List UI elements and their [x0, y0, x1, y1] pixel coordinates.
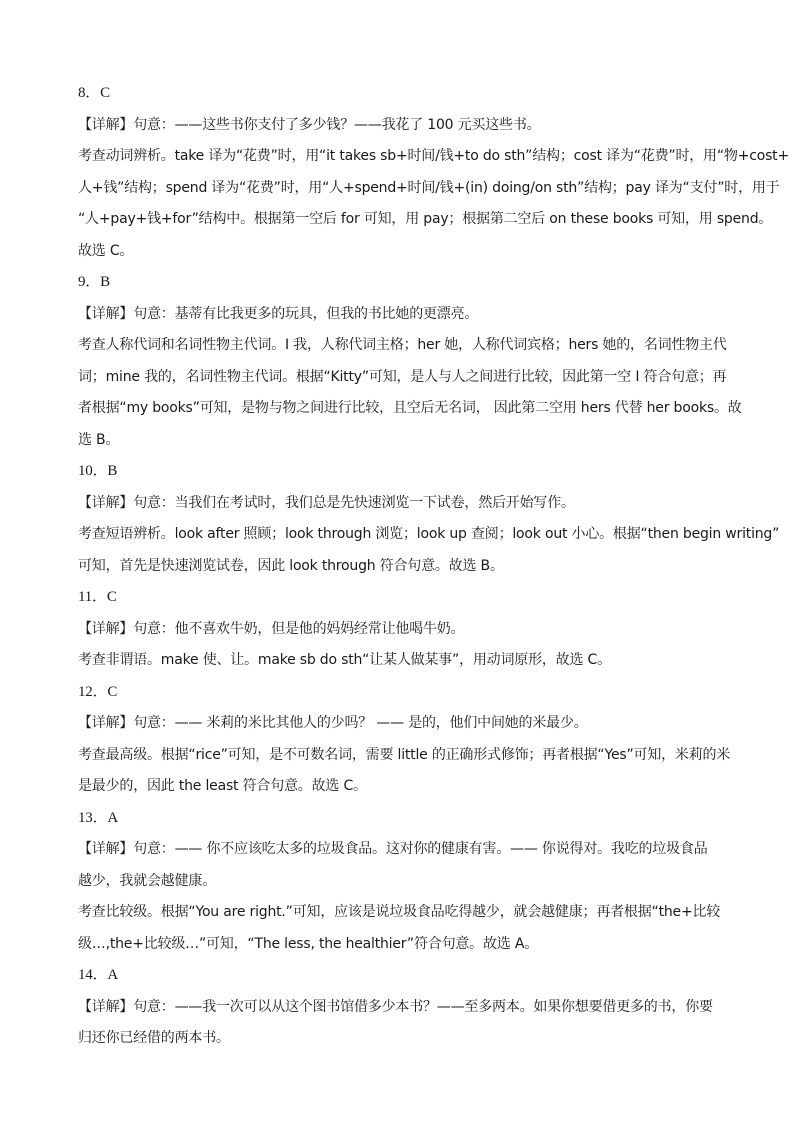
answer-item	[78, 456, 780, 582]
explanation-line: 人+钱”结构；spend 译为“花费”时，用“人+spend+时间/钱+(in) doing/on sth”结构；pay 译为“支付”时，用于	[78, 179, 780, 196]
explanation-line: 考查最高级。根据“rice”可知，是不可数名词，需要 little 的正确形式修饰；再者根据“Yes”可知，米莉的米	[78, 746, 731, 763]
explanation-translation: 【详解】句意：—— 米莉的米比其他人的少吗？ —— 是的，他们中间她的米最少。	[78, 715, 588, 731]
question-number: 13．A	[78, 809, 119, 826]
explanation-line: 考查比较级。根据“You are right.”可知，应该是说垃圾食品吃得越少，就会越健康；再者根据“the+比较	[78, 904, 721, 920]
answer-item	[78, 78, 789, 267]
explanation-line: 者根据“my books”可知，是物与物之间进行比较，且空后无名词， 因此第二空用 hers 代替 her books。故	[78, 400, 742, 416]
answer-item	[78, 582, 718, 677]
question-number: 9．B	[78, 274, 110, 290]
explanation-line: 归还你已经借的两本书。	[78, 1030, 230, 1046]
explanation-translation: 【详解】句意：他不喜欢牛奶，但是他的妈妈经常让他喝牛奶。	[78, 620, 465, 637]
question-number: 10．B	[78, 463, 118, 479]
explanation-translation: 【详解】句意：当我们在考试时，我们总是先快速浏览一下试卷，然后开始写作。	[78, 494, 575, 511]
explanation-translation: 【详解】句意：—— 你不应该吃太多的垃圾食品。这对你的健康有害。—— 你说得对。我吃的垃圾食品	[78, 841, 708, 857]
explanation-line: 考查动词辨析。take 译为“花费”时，用“it takes sb+时间/钱+to do sth”结构；cost 译为“花费”时，用“物+cost+	[78, 148, 789, 164]
explanation-line: 考查非谓语。make 使、让。make sb do sth“让某人做某事”，用动词原形，故选 C。	[78, 652, 611, 668]
explanation-translation: 【详解】句意：——这些书你支付了多少钱？——我花了 100 元买这些书。	[78, 116, 541, 133]
explanation-line: 考查短语辨析。look after 照顾；look through 浏览；look up 查阅；look out 小心。根据“then begin writing”	[78, 526, 780, 542]
explanation-line: 词；mine 我的，名词性物主代词。根据“Kitty”可知，是人与人之间进行比较，因此第一空 I 符合句意；再	[78, 368, 727, 385]
explanation-translation: 【详解】句意：基蒂有比我更多的玩具，但我的书比她的更漂亮。	[78, 305, 479, 322]
answer-item	[78, 267, 742, 456]
explanation-line: 是最少的，因此 the least 符合句意。故选 C。	[78, 778, 367, 794]
answer-explanations	[78, 78, 789, 1055]
explanation-line: 越少，我就会越健康。	[78, 872, 216, 889]
explanation-line: “人+pay+钱+for”结构中。根据第一空后 for 可知，用 pay；根据第二空后 on these books 可知，用 spend。	[78, 211, 773, 227]
question-number: 12．C	[78, 683, 118, 700]
explanation-line: 故选 C。	[78, 242, 134, 259]
question-number: 14．A	[78, 967, 119, 983]
answer-item	[78, 803, 721, 961]
explanation-line: 选 B。	[78, 431, 120, 448]
question-number: 11．C	[78, 589, 117, 605]
explanation-line: 可知，首先是快速浏览试卷，因此 look through 符合句意。故选 B。	[78, 557, 504, 574]
question-number: 8．C	[78, 85, 110, 101]
answer-item	[78, 960, 718, 1055]
explanation-line: 级…,the+比较级…”可知，“The less, the healthier”符合句意。故选 A。	[78, 935, 539, 952]
explanation-translation: 【详解】句意：——我一次可以从这个图书馆借多少本书？——至多两本。如果你想要借更多的书，你要	[78, 998, 713, 1015]
explanation-line: 考查人称代词和名词性物主代词。I 我，人称代词主格；her 她，人称代词宾格；hers 她的，名词性物主代	[78, 337, 727, 353]
answer-item	[78, 677, 731, 803]
